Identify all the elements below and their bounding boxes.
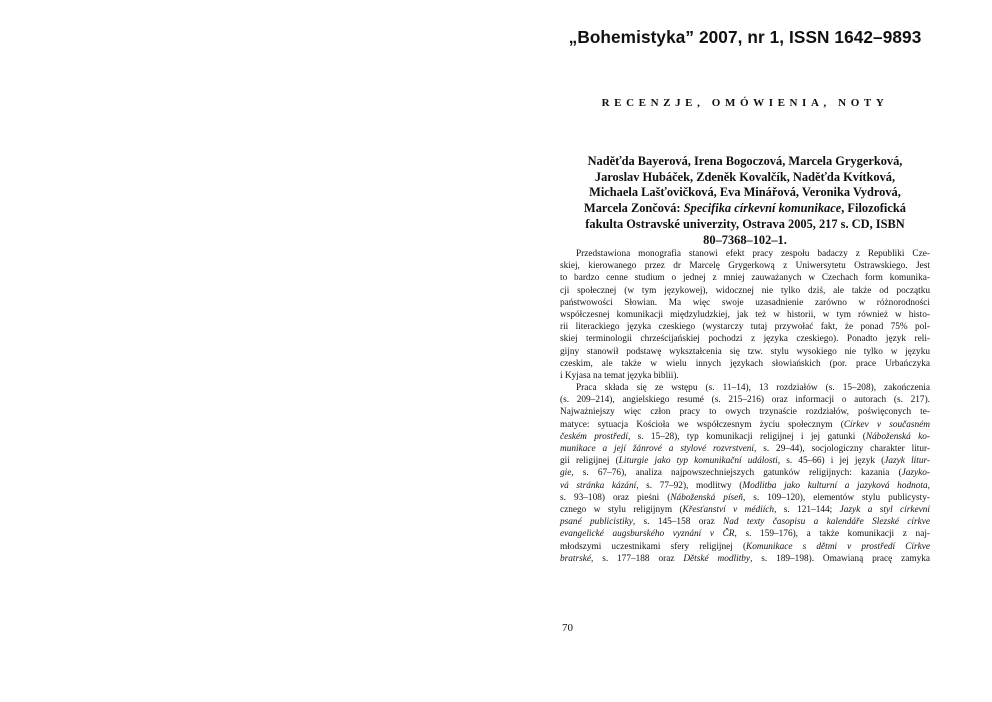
heading-line — [560, 154, 930, 170]
italic-title-text: Jazyk a styl církevní — [839, 504, 930, 515]
italic-title-text: evangelické augsburského vyznání v ČR — [560, 529, 735, 540]
text-run: i Kyjasa na temat języka biblii). — [560, 370, 679, 381]
italic-title-text: Křesťanství v médiích — [682, 504, 775, 515]
heading-line — [560, 170, 930, 186]
body-line — [560, 321, 930, 333]
text-run: Marcela Zončová: — [584, 201, 684, 216]
text-run: , — [927, 480, 930, 491]
body-line — [560, 553, 930, 565]
body-line — [560, 394, 930, 406]
text-run: , s. 77–92), modlitwy ( — [636, 480, 743, 491]
text-run: Praca składa się ze wstępu (s. 11–14), 13 rozdziałów (s. 15–208), zakończenia — [576, 383, 930, 394]
italic-title-text: Náboženská píseň — [670, 492, 743, 503]
text-run: , s. 15–28), typ komunikacji religijnej i jej gatunki ( — [627, 431, 866, 442]
body-line — [560, 346, 930, 358]
body-line — [560, 248, 930, 260]
text-run: fakulta Ostravské univerzity, Ostrava 2005, 217 s. CD, ISBN — [585, 216, 905, 231]
italic-title-text: Církev v současném — [843, 419, 930, 430]
italic-title-text: munikace a její žánrové a stylové rozvrstvení — [560, 444, 755, 454]
text-run: , s. 67–76), analiza najpowszechniejszych gatunków religijnych: kazania ( — [571, 468, 902, 479]
body-line — [560, 516, 930, 528]
text-run: (s. 209–214), angielskiego resumé (s. 215–216) oraz informacji o autorach (s. 217). — [560, 395, 930, 406]
italic-title-text: Liturgie jako typ komunikační události — [618, 456, 778, 467]
body-line — [560, 528, 930, 540]
body-line — [560, 382, 930, 394]
body-line — [560, 333, 930, 345]
text-run: młodszymi uczestnikami sfery religijnej ( — [560, 541, 747, 552]
review-bibliographic-heading — [560, 154, 930, 248]
italic-title-text: Náboženská ko- — [865, 431, 930, 442]
body-line — [560, 431, 930, 443]
italic-title-text: Specifika církevní komunikace — [683, 201, 842, 216]
body-line — [560, 285, 930, 297]
body-line — [560, 480, 930, 492]
italic-title-text: Dětské modlitby — [683, 553, 751, 564]
text-run: skiej, kierowanego przez dr Marcelę Grygerkową z Uniwersytetu Ostrawskiego. Jest — [560, 261, 930, 272]
italic-title-text: gie — [560, 468, 572, 479]
text-run: współczesnej komunikacji międzyludzkiej, jak też w historii, w tym również w histo- — [560, 309, 930, 320]
body-line — [560, 467, 930, 479]
body-line — [560, 419, 930, 431]
text-run: Jaroslav Hubáček, Zdeněk Kovalčík, Naděťda Kvítková, — [594, 169, 896, 184]
body-line — [560, 455, 930, 467]
text-run: czeskim, ale także w wielu innych językach słowiańskich (por. prace Urbańczyka — [560, 358, 930, 369]
text-run: , s. 189–198). Omawianą pracę zamyka — [750, 553, 930, 564]
text-run: , s. 45–66) i jej język ( — [777, 456, 885, 467]
review-body-text — [560, 248, 930, 565]
text-run: rii literackiego języka czeskiego (wystarczy tutaj przywołać fakt, że ponad 75% pol- — [560, 322, 930, 333]
text-run: cji społecznej (w tym językowej), widocznej nie tylko dziś, ale także od początku — [560, 285, 930, 296]
text-run: , s. 159–176), a także komunikacji z naj- — [734, 529, 931, 540]
text-run: Przedstawiona monografia stanowi efekt pracy zespołu badaczy z Republiki Cze- — [576, 249, 930, 259]
text-run: s. 93–108) oraz pieśni ( — [560, 492, 671, 503]
text-run: , s. 145–158 oraz — [632, 517, 724, 528]
italic-title-text: českém prostředí — [560, 431, 628, 442]
italic-title-text: Jazyk litur- — [884, 456, 930, 467]
section-title: RECENZJE, OMÓWIENIA, NOTY — [601, 97, 889, 109]
italic-title-text: Nad texty časopisu a kalendáře Slezské církve — [723, 517, 930, 528]
text-run: matyce: sytuacja Kościoła we współczesnym życiu społecznym ( — [560, 419, 844, 430]
text-run: państwowości Słowian. Ma więc swoje uzasadnienie zarówno w różnorodności — [560, 297, 930, 308]
text-run: to bardzo cenne studium o jednej z mniej zauważanych w Czechach form komunika- — [560, 273, 930, 284]
heading-line — [560, 185, 930, 201]
journal-header: „Bohemistyka” 2007, nr 1, ISSN 1642–9893 — [568, 27, 922, 47]
body-line — [560, 541, 930, 553]
text-run: , s. 177–188 oraz — [591, 553, 684, 564]
italic-title-text: Modlitba jako kulturní a jazyková hodnota — [742, 480, 928, 491]
italic-title-text: psané publicistiky — [560, 517, 633, 528]
heading-line — [560, 201, 930, 217]
body-line — [560, 260, 930, 272]
italic-title-text: bratrské — [560, 553, 591, 564]
body-line — [560, 272, 930, 284]
body-line — [560, 492, 930, 504]
text-run: Michaela Lašťovičková, Eva Minářová, Veronika Vydrová, — [589, 185, 901, 200]
heading-line — [560, 233, 930, 249]
text-run: , Filozofická — [841, 201, 906, 216]
body-line — [560, 443, 930, 455]
text-run: , s. 29–44), socjologiczny charakter litur- — [754, 444, 931, 454]
text-run: , s. 109–120), elementów stylu publicysty- — [742, 492, 930, 503]
body-line — [560, 358, 930, 370]
text-run: gii religijnej ( — [560, 456, 619, 467]
page-number: 70 — [562, 622, 573, 634]
body-line — [560, 297, 930, 309]
italic-title-text: Jazyko- — [901, 468, 930, 479]
italic-title-text: vá stránka kázání — [560, 480, 637, 491]
heading-line — [560, 217, 930, 233]
text-run: gijny stanowił podstawę wykształcenia się tzw. stylu wysokiego nie tylko w języku — [560, 346, 930, 357]
text-run: Naděťda Bayerová, Irena Bogoczová, Marcela Grygerková, — [587, 154, 903, 168]
text-run: cznego w stylu religijnym ( — [560, 504, 683, 515]
body-line — [560, 504, 930, 516]
body-line — [560, 309, 930, 321]
body-line — [560, 406, 930, 418]
italic-title-text: Komunikace s dětmi v prostředí Církve — [746, 541, 930, 552]
text-run: Najważniejszy więc człon pracy to owych trzynaście rozdziałów, poświęconych te- — [560, 407, 930, 418]
text-run: skiej terminologii chrześcijańskiej pochodzi z języka czeskiego). Ponadto język reli- — [560, 334, 930, 345]
body-line — [560, 370, 930, 382]
text-run: 80–7368–102–1. — [703, 232, 787, 247]
text-run: , s. 121–144; — [774, 504, 840, 515]
